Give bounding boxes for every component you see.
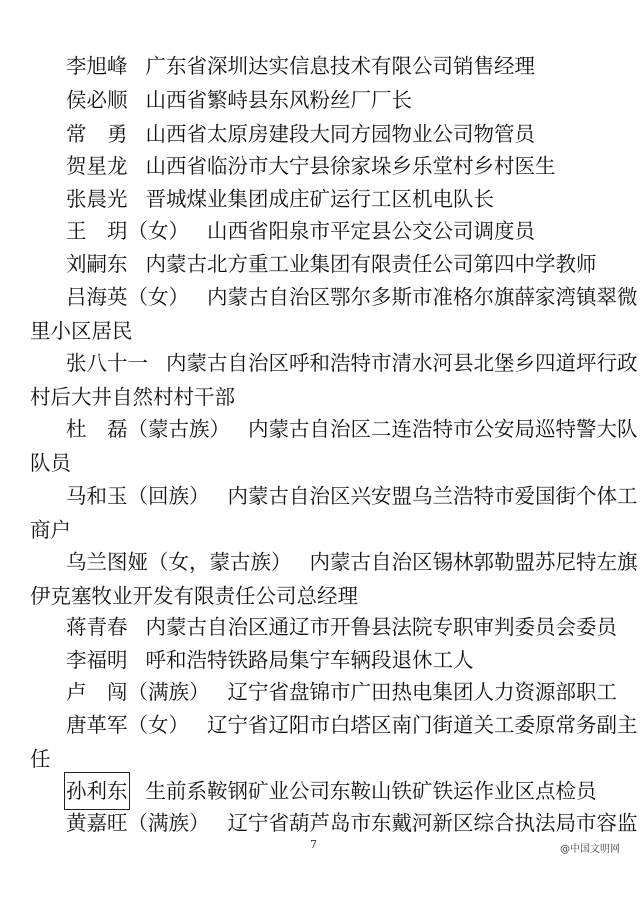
list-item [30,545,638,613]
person-desc: 辽宁省盘锦市广田热电集团人力资源部职工 [227,680,617,704]
list-item [30,708,638,776]
person-name: 张晨光 [66,187,128,211]
person-desc: 内蒙古自治区二连浩特市公安局巡特警大队 [248,417,638,441]
person-name: 蒋青春 [66,615,128,639]
person-name: 杜 磊（蒙古族） [66,417,230,441]
person-desc: 辽宁省辽阳市白塔区南门街道关工委原常务副主 [207,713,638,737]
list-item [30,214,620,248]
person-desc: 呼和浩特铁路局集宁车辆段退休工人 [145,648,474,672]
list-item [30,149,620,183]
person-name: 吕海英（女） [66,285,189,309]
person-name-highlighted: 孙利东 [66,774,128,808]
list-item [30,675,620,709]
person-desc-continued: 商户 [30,518,71,542]
person-name: 王 玥（女） [66,219,189,243]
person-desc-continued: 任 [30,747,51,771]
person-desc: 晋城煤业集团成庄矿运行工区机电队长 [145,187,494,211]
person-name: 乌兰图娅（女，蒙古族） [66,550,292,574]
person-desc-continued: 村后大井自然村村干部 [30,385,235,409]
person-name: 卢 闯（满族） [66,680,210,704]
person-desc: 内蒙古北方重工业集团有限责任公司第四中学教师 [145,252,597,276]
list-item [30,117,620,151]
list-item [30,49,620,83]
person-name: 李福明 [66,648,128,672]
person-desc: 内蒙古自治区兴安盟乌兰浩特市爱国街个体工 [227,484,638,508]
person-desc: 内蒙古自治区鄂尔多斯市准格尔旗薛家湾镇翠微 [207,285,638,309]
person-desc: 内蒙古自治区锡林郭勒盟苏尼特左旗 [309,550,638,574]
person-desc: 内蒙古自治区呼和浩特市清水河县北堡乡四道坪行政 [166,351,638,375]
list-item [30,247,620,281]
person-desc: 山西省阳泉市平定县公交公司调度员 [207,219,535,243]
person-desc: 内蒙古自治区通辽市开鲁县法院专职审判委员会委员 [145,615,617,639]
page-number: 7 [310,838,317,851]
watermark: @中国文明网 [560,844,620,855]
person-desc: 山西省太原房建段大同方园物业公司物管员 [145,122,535,146]
list-item [30,479,638,547]
person-name: 李旭峰 [66,54,128,78]
person-desc-continued: 伊克塞牧业开发有限责任公司总经理 [30,584,358,608]
person-name: 马和玉（回族） [66,484,210,508]
person-desc-continued: 里小区居民 [30,319,133,343]
person-desc: 辽宁省葫芦岛市东戴河新区综合执法局市容监 [227,811,638,835]
person-desc: 生前系鞍钢矿业公司东鞍山铁矿铁运作业区点检员 [145,779,597,803]
list-item [30,412,638,480]
list-item [30,346,638,414]
person-name: 刘嗣东 [66,252,128,276]
person-name: 常 勇 [66,122,128,146]
person-name: 贺星龙 [66,154,128,178]
person-name: 侯必顺 [66,88,128,112]
list-item [30,806,638,840]
person-name: 唐革军（女） [66,713,189,737]
person-desc: 山西省繁峙县东风粉丝厂厂长 [145,88,412,112]
list-item [30,83,620,117]
list-item [30,643,620,677]
list-item [30,280,638,348]
person-desc-continued: 队员 [30,451,71,475]
person-name: 张八十一 [66,351,148,375]
person-name: 黄嘉旺（满族） [66,811,210,835]
list-item [30,774,620,808]
list-item [30,610,620,644]
person-desc: 山西省临汾市大宁县徐家垛乡乐堂村乡村医生 [145,154,556,178]
list-item [30,182,620,216]
person-desc: 广东省深圳达实信息技术有限公司销售经理 [145,54,535,78]
